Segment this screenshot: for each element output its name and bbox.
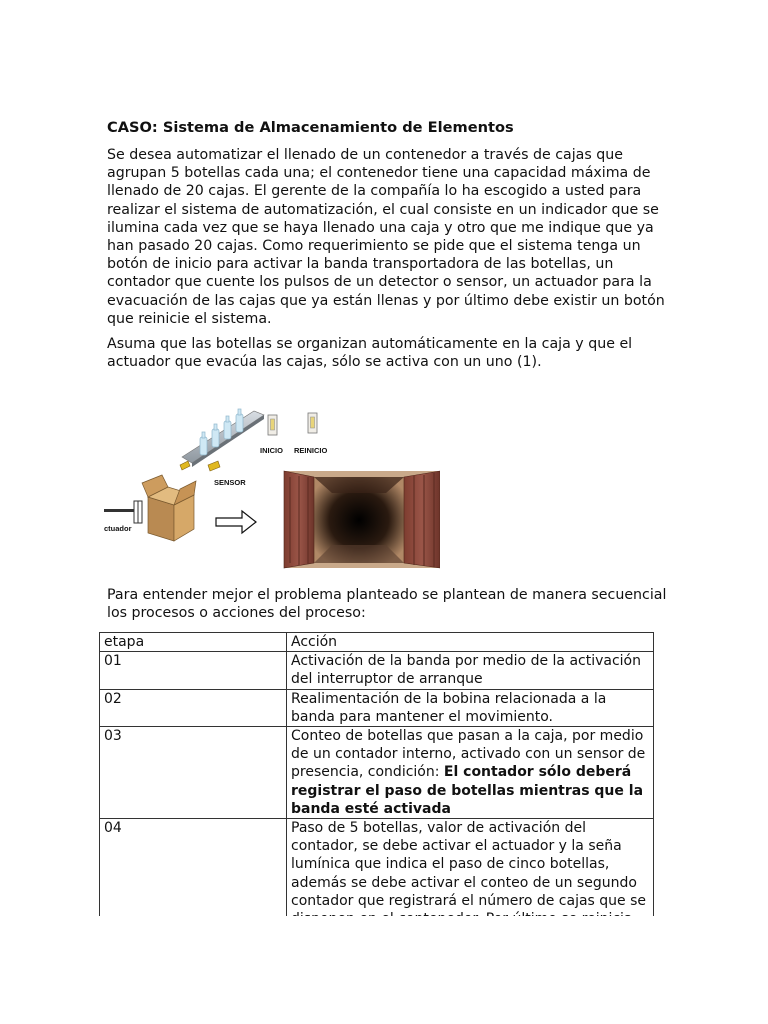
sequence-intro-paragraph: Para entender mejor el problema planteado se plantean de manera secuencial los procesos o acciones del proceso: bbox=[107, 587, 667, 622]
accion-bold-condition: El contador sólo deberá registrar el paso de botellas mientras que la banda esté activada bbox=[291, 764, 644, 817]
table-cell-accion bbox=[287, 652, 654, 689]
table-cell-accion bbox=[287, 689, 654, 726]
document-title: CASO: Sistema de Almacenamiento de Elementos bbox=[107, 119, 514, 136]
table-cell-etapa: 01 bbox=[100, 652, 287, 689]
table-row bbox=[100, 689, 654, 726]
reset-label: REINICIO bbox=[294, 446, 328, 455]
actuator-label: ctuador bbox=[104, 524, 132, 533]
table-header-row bbox=[100, 633, 654, 652]
intro-paragraph: Se desea automatizar el llenado de un contenedor a través de cajas que agrupan 5 botellas cada una; el contenedor tiene una capacidad máxima de llenado de 20 cajas. El gerente de la compañía lo ha escogido a usted para realizar el sistema de automatización, el cual consiste en un indicador que se ilumina cada vez que se haya llenado una caja y otro que me indique que ya han pasado 20 cajas. Como requerimiento se pide que el sistema tenga un botón de inicio para activar la banda transportadora de las botellas, un contador que cuente los pulsos de un detector o sensor, un actuador para la evacuación de las cajas que ya están llenas y por último debe existir un botón que reinicie el sistema. bbox=[107, 147, 665, 327]
process-table bbox=[99, 632, 654, 947]
table-cell-etapa: 04 bbox=[100, 819, 287, 947]
header-accion: Acción bbox=[287, 633, 654, 652]
table-row bbox=[100, 727, 654, 819]
sensor-label: SENSOR bbox=[214, 478, 246, 487]
container-illustration bbox=[284, 471, 440, 568]
assumption-paragraph: Asuma que las botellas se organizan automáticamente en la caja y que el actuador que evacúa las cajas, sólo se activa con un uno (1). bbox=[107, 336, 633, 371]
table-cell-etapa: 02 bbox=[100, 689, 287, 726]
table-row bbox=[100, 652, 654, 689]
accion-text: Activación de la banda por medio de la activación del interruptor de arranque bbox=[291, 653, 641, 688]
start-switch bbox=[268, 415, 277, 435]
reset-switch bbox=[308, 413, 317, 433]
start-label: INICIO bbox=[260, 446, 283, 455]
table-cell-etapa: 03 bbox=[100, 727, 287, 819]
accion-text: Realimentación de la bobina relacionada a la banda para mantener el movimiento. bbox=[291, 690, 607, 725]
process-illustration bbox=[104, 405, 440, 571]
table-cell-accion bbox=[287, 727, 654, 819]
accion-text: Conteo de botellas que pasan a la caja, por medio de un contador interno, activado con un sensor de presencia, condición: bbox=[291, 728, 646, 781]
accion-text: Paso de 5 botellas, valor de activación del contador, se debe activar el actuador y la seña lumínica que indica el paso de cinco botellas, además se debe activar el conteo de un segundo contador que registrará el número de cajas que se bbox=[291, 820, 647, 909]
page-bottom-margin bbox=[99, 916, 655, 1024]
header-etapa: etapa bbox=[100, 633, 287, 652]
